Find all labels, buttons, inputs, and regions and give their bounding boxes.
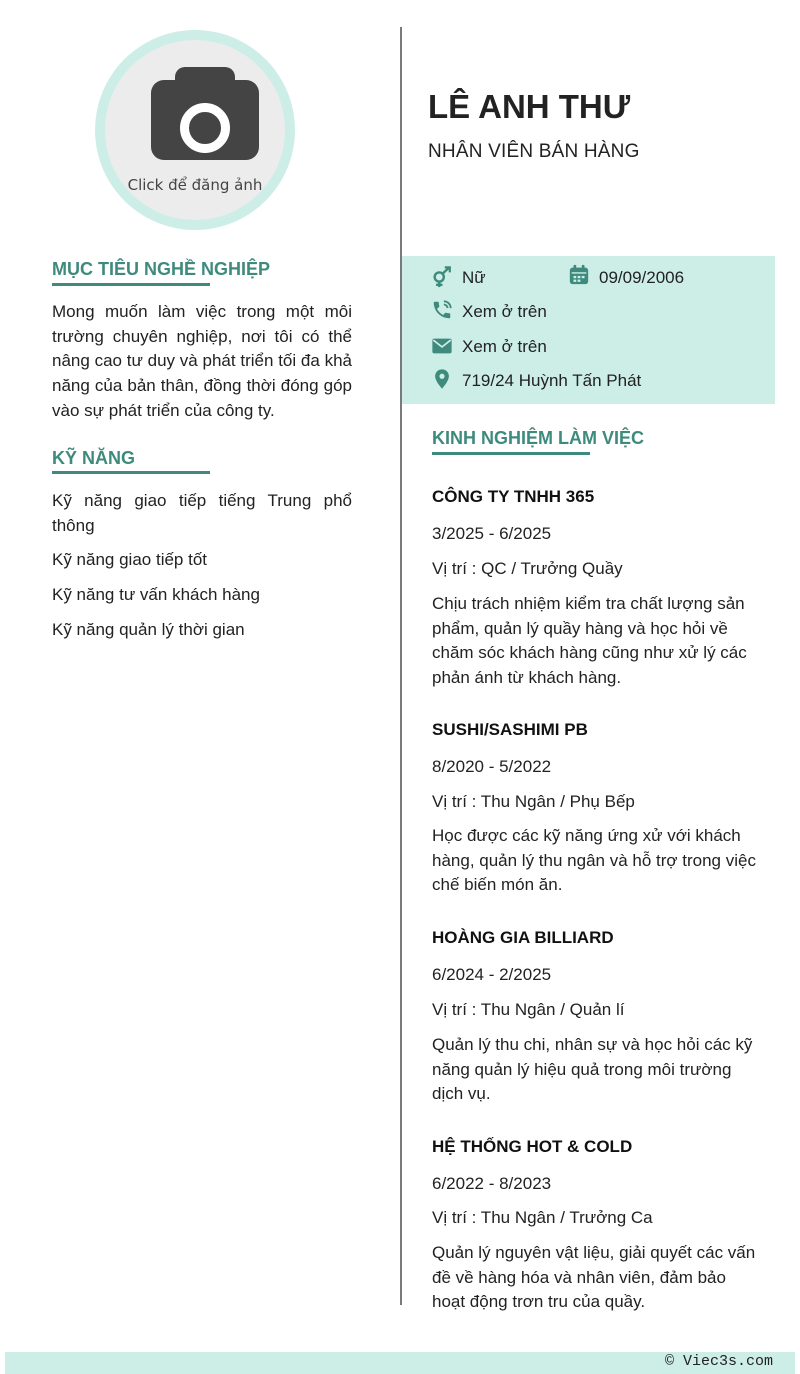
experience-description: Chịu trách nhiệm kiểm tra chất lượng sản phẩm, quản lý quầy hàng và học hỏi về chăm sóc khách hàng cũng như xử lý các phản ánh từ khách hàng. — [432, 594, 747, 688]
skills-underline — [52, 471, 210, 474]
phone-icon — [431, 299, 453, 321]
gender-value: Nữ — [462, 268, 486, 287]
objective-title: MỤC TIÊU NGHỀ NGHIỆP — [52, 259, 271, 279]
experience-underline — [432, 452, 590, 455]
experience-company: HỆ THỐNG HOT & COLD — [432, 1137, 633, 1156]
column-divider — [400, 27, 402, 1305]
candidate-name: LÊ ANH THƯ — [428, 88, 631, 125]
camera-lens-icon — [180, 103, 230, 153]
skill-item: Kỹ năng giao tiếp tiếng Trung phổ thông — [52, 491, 352, 535]
location-icon — [431, 368, 453, 390]
experience-description: Học được các kỹ năng ứng xử với khách hàng, quản lý thu ngân và hỗ trợ trong việc chế biến món ăn. — [432, 826, 756, 895]
experience-company: HOÀNG GIA BILLIARD — [432, 928, 614, 947]
skill-item: Kỹ năng quản lý thời gian — [52, 620, 245, 639]
email-value: Xem ở trên — [462, 337, 547, 356]
gender-icon — [431, 266, 453, 288]
avatar-placeholder — [105, 40, 285, 220]
experience-position: Vị trí : Thu Ngân / Phụ Bếp — [432, 792, 635, 811]
experience-company: SUSHI/SASHIMI PB — [432, 720, 588, 739]
objective-underline — [52, 283, 210, 286]
experience-position: Vị trí : Thu Ngân / Trưởng Ca — [432, 1208, 653, 1227]
phone-value: Xem ở trên — [462, 302, 547, 321]
skill-item: Kỹ năng tư vấn khách hàng — [52, 585, 260, 604]
job-title: NHÂN VIÊN BÁN HÀNG — [428, 141, 640, 162]
objective-text: Mong muốn làm việc trong một môi trường chuyên nghiệp, nơi tôi có thể nâng cao tư duy và phát triển tối đa khả năng của bản thân, đồng thời đóng góp vào sự phát triển của công ty. — [52, 302, 352, 420]
skills-title: KỸ NĂNG — [52, 448, 136, 468]
email-icon — [431, 335, 453, 357]
skill-item: Kỹ năng giao tiếp tốt — [52, 550, 208, 569]
calendar-icon — [568, 264, 590, 286]
footer-bar — [5, 1352, 795, 1374]
experience-title: KINH NGHIỆM LÀM VIỆC — [432, 428, 645, 448]
address-value: 719/24 Huỳnh Tấn Phát — [462, 371, 642, 390]
experience-description: Quản lý thu chi, nhân sự và học hỏi các kỹ năng quản lý hiệu quả trong môi trường dịch vụ. — [432, 1035, 753, 1104]
experience-position: Vị trí : QC / Trưởng Quầy — [432, 559, 623, 578]
experience-period: 3/2025 - 6/2025 — [432, 524, 552, 543]
experience-company: CÔNG TY TNHH 365 — [432, 487, 595, 506]
footer-copyright[interactable]: © Viec3s.com — [664, 1353, 773, 1370]
experience-position: Vị trí : Thu Ngân / Quản lí — [432, 1000, 625, 1019]
experience-period: 6/2022 - 8/2023 — [432, 1174, 552, 1193]
avatar-upload[interactable] — [95, 30, 295, 230]
experience-period: 8/2020 - 5/2022 — [432, 757, 552, 776]
avatar-caption: Click để đăng ảnh — [127, 176, 263, 194]
birthday-value: 09/09/2006 — [599, 268, 685, 287]
experience-description: Quản lý nguyên vật liệu, giải quyết các vấn đề về hàng hóa và nhân viên, đảm bảo hoạt động trơn tru của quầy. — [432, 1243, 756, 1312]
experience-period: 6/2024 - 2/2025 — [432, 965, 552, 984]
